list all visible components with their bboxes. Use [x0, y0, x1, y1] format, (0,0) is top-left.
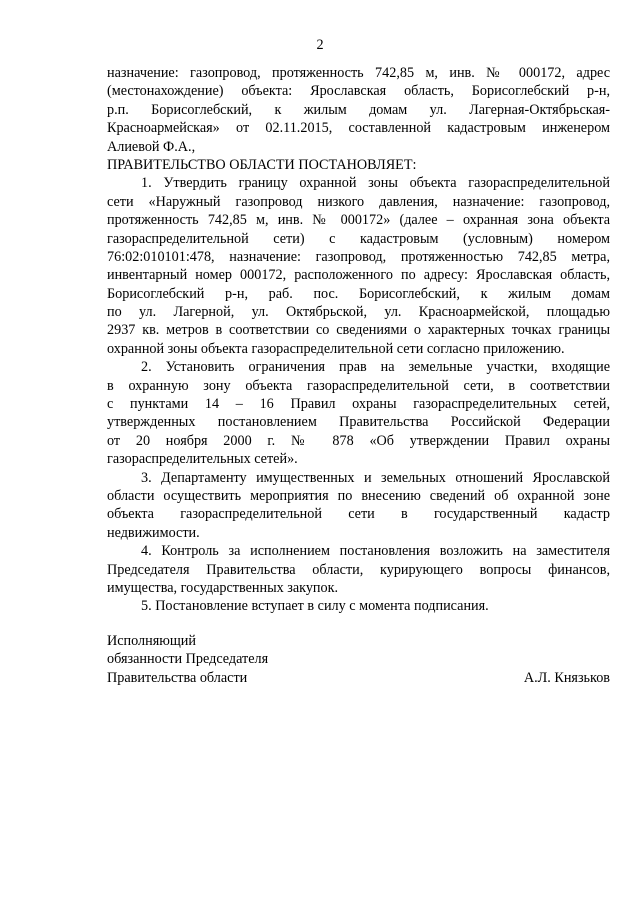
signer-title-line: Правительства области	[107, 669, 248, 686]
clause-1-line: протяженность 742,85 м, инв. № 000172» (далее – охранная зона объекта	[107, 212, 610, 229]
clause-3-line: области осуществить мероприятия по внесению сведений об охранной зоне	[107, 487, 610, 504]
document-body	[107, 64, 610, 616]
signer-title-line: Исполняющий	[107, 633, 196, 649]
clause-3-line: объекта газораспределительной сети в государственный кадастр	[107, 506, 610, 523]
resolution-heading: ПРАВИТЕЛЬСТВО ОБЛАСТИ ПОСТАНОВЛЯЕТ:	[107, 156, 417, 173]
clause-1-line: Борисоглебский р-н, раб. пос. Борисоглебский, к жилым домам	[107, 285, 610, 302]
clause-1-line: 2937 кв. метров в соответствии со сведениями о характерных точках границы	[107, 322, 610, 339]
page-number: 2	[316, 37, 324, 53]
clause-1-line: 76:02:010101:478, назначение: газопровод, протяженностью 742,85 метра,	[107, 248, 610, 265]
signer-title-line: обязанности Председателя	[107, 651, 269, 668]
clause-1-line: газораспределительной сети) с кадастровым (условным) номером	[107, 230, 610, 247]
clause-1-line: сети «Наружный газопровод низкого давления, назначение: газопровод,	[107, 193, 610, 210]
signature-block	[107, 632, 610, 687]
intro-line: Красноармейская» от 02.11.2015, составленной кадастровым инженером	[107, 120, 610, 137]
clause-1-line: охранной зоны объекта газораспределительной сети согласно приложению.	[107, 340, 565, 357]
intro-line: назначение: газопровод, протяженность 742,85 м, инв. № 000172, адрес	[107, 65, 610, 81]
clause-4-line: Председателя Правительства области, курирующего вопросы финансов,	[107, 561, 610, 578]
clause-2-line: в охранную зону объекта газораспределительной сети, в соответствии	[107, 377, 610, 394]
clause-4-line: имущества, государственных закупок.	[107, 579, 339, 596]
clause-3-line: 3. Департаменту имущественных и земельных отношений Ярославской	[141, 469, 610, 486]
clause-1-line: по ул. Лагерной, ул. Октябрьской, ул. Красноармейской, площадью	[107, 304, 610, 321]
clause-2-line: от 20 ноября 2000 г. № 878 «Об утверждении Правил охраны	[107, 432, 610, 449]
clause-1-line: 1. Утвердить границу охранной зоны объекта газораспределительной	[141, 175, 610, 192]
clause-5-line: 5. Постановление вступает в силу с момента подписания.	[141, 598, 489, 615]
clause-4-line: 4. Контроль за исполнением постановления возложить на заместителя	[141, 543, 610, 560]
clause-3-line: недвижимости.	[107, 524, 200, 541]
intro-line: р.п. Борисоглебский, к жилым домам ул. Лагерная-Октябрьская-	[107, 101, 610, 118]
clause-2-line: утвержденных постановлением Правительства Российской Федерации	[107, 414, 610, 431]
intro-line: Алиевой Ф.А.,	[107, 138, 196, 155]
intro-line: (местонахождение) объекта: Ярославская область, Борисоглебский р-н,	[107, 83, 610, 100]
signer-name: А.Л. Князьков	[523, 669, 610, 686]
clause-2-line: с пунктами 14 – 16 Правил охраны газораспределительных сетей,	[107, 396, 610, 413]
clause-1-line: инвентарный номер 000172, расположенного по адресу: Ярославская область,	[107, 267, 610, 284]
clause-2-line: газораспределительных сетей».	[107, 451, 298, 468]
clause-2-line: 2. Установить ограничения прав на земельные участки, входящие	[141, 359, 610, 376]
